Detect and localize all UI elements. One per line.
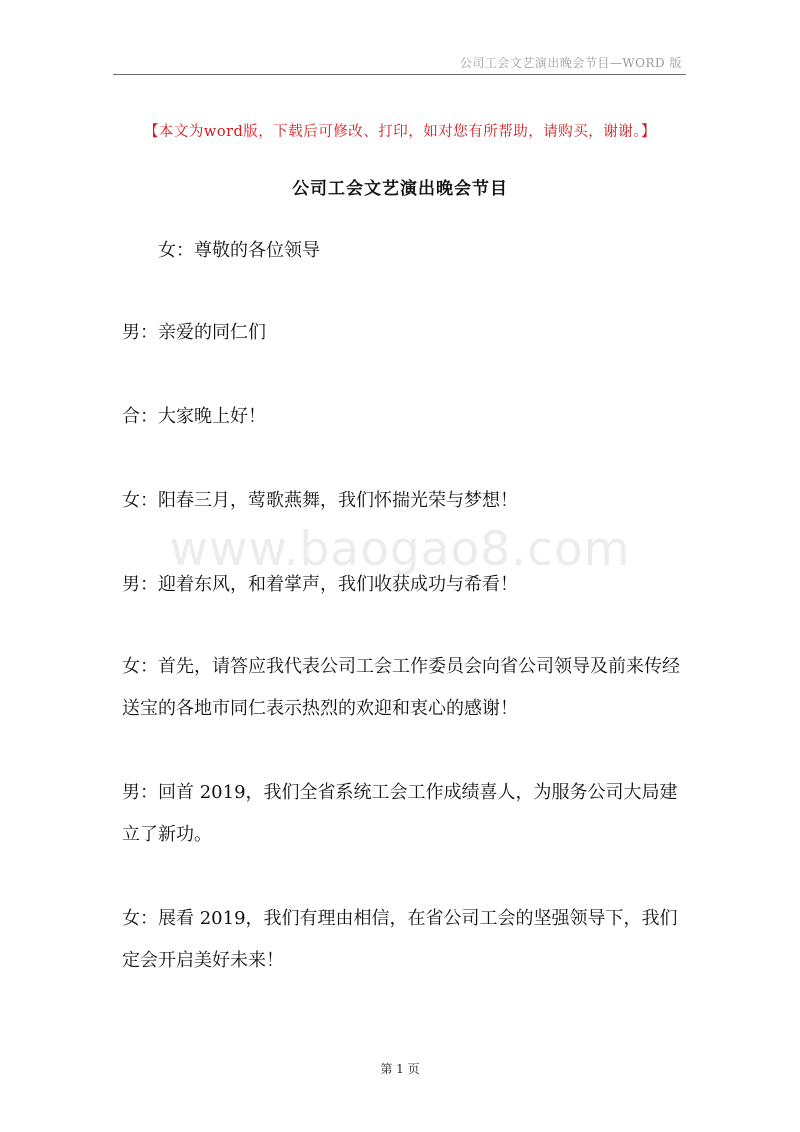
paragraph: [122, 230, 688, 272]
paragraph: 合：大家晚上好！: [122, 406, 266, 427]
running-header: 公司工会文艺演出晚会节目—WORD 版: [459, 56, 682, 70]
watermark: www.baogao8.com: [169, 522, 631, 577]
document-title: 公司工会文艺演出晚会节目: [292, 179, 508, 199]
download-notice: 【本文为word版，下载后可修改、打印，如对您有所帮助，请购买，谢谢。】: [143, 124, 657, 140]
paragraph: 男：迎着东风，和着掌声，我们收获成功与希看！: [122, 574, 518, 595]
header-divider: [113, 74, 686, 75]
paragraph: 男：回首 2019，我们全省系统工会工作成绩喜人，为服务公司大局建立了新功。: [122, 782, 678, 845]
page-number: 第 1 页: [380, 1062, 420, 1076]
paragraph: 女：阳春三月，莺歌燕舞，我们怀揣光荣与梦想！: [122, 490, 518, 511]
paragraph-text: 女：尊敬的各位领导: [158, 240, 320, 261]
paragraph: 女：首先，请答应我代表公司工会工作委员会向省公司领导及前来传经送宝的各地市同仁表示热烈的欢迎和衷心的感谢！: [122, 656, 680, 719]
paragraph: 男：亲爱的同仁们: [122, 322, 266, 343]
paragraph: 女：展看 2019，我们有理由相信，在省公司工会的坚强领导下，我们定会开启美好未来！: [122, 908, 678, 971]
